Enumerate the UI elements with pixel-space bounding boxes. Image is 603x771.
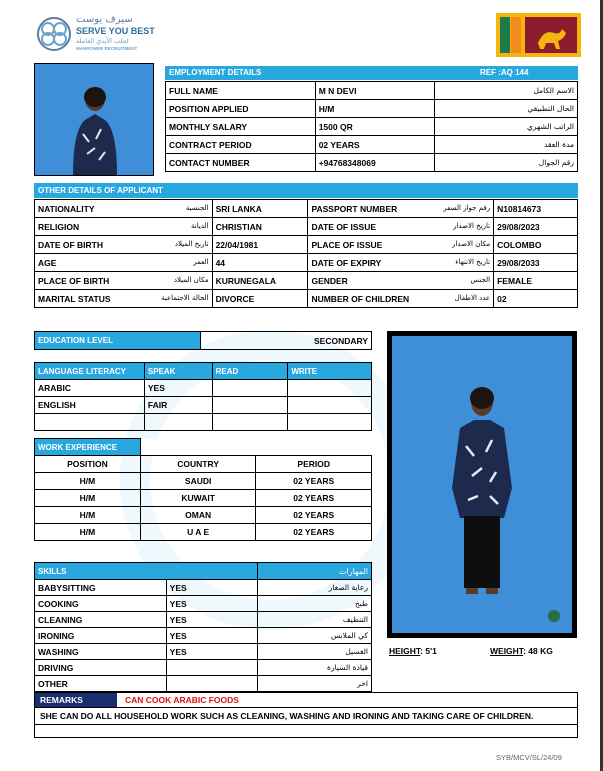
language-cell (288, 397, 372, 414)
work-cell: U A E (140, 524, 256, 541)
work-row (35, 490, 372, 507)
remarks-highlight: CAN COOK ARABIC FOODS (125, 695, 239, 705)
employment-label: CONTRACT PERIOD (166, 136, 316, 154)
work-cell: H/M (35, 524, 141, 541)
language-cell (144, 414, 212, 431)
weight-label: WEIGHT (490, 646, 524, 656)
work-title-row (35, 439, 372, 456)
detail-arabic-label: مكان الميلاد (173, 275, 209, 284)
detail-label: DATE OF ISSUE (311, 221, 376, 232)
detail-label-cell (308, 218, 494, 236)
detail-label: RELIGION (38, 221, 80, 232)
work-cell: 02 YEARS (256, 507, 372, 524)
work-cell: H/M (35, 473, 141, 490)
detail-label-cell (308, 290, 494, 308)
skill-value: YES (166, 628, 258, 644)
language-header: LANGUAGE LITERACY (35, 363, 145, 380)
skill-label: OTHER (35, 676, 167, 692)
employment-row (166, 136, 578, 154)
skill-row (35, 676, 372, 692)
detail-label: MARITAL STATUS (38, 293, 111, 304)
detail-label: PLACE OF BIRTH (38, 275, 110, 286)
work-title-spacer (140, 439, 371, 456)
applicant-photo-large (387, 331, 577, 638)
detail-label: NATIONALITY (38, 203, 95, 214)
other-details-row (35, 272, 578, 290)
employment-value: M N DEVI (315, 82, 435, 100)
detail-label: AGE (38, 257, 57, 268)
language-header: READ (212, 363, 288, 380)
employment-row (166, 118, 578, 136)
skill-arabic-label: التنظيف (258, 612, 372, 628)
skill-value: YES (166, 612, 258, 628)
work-row (35, 473, 372, 490)
skill-arabic-label: قيادة السيارة (258, 660, 372, 676)
logo-emblem-icon (36, 16, 72, 52)
applicant-photo-small-image (35, 64, 153, 175)
employment-arabic-label: الراتب الشهري (435, 118, 578, 136)
skill-row (35, 660, 372, 676)
work-cell: SAUDI (140, 473, 256, 490)
skill-arabic-label: الغسيل (258, 644, 372, 660)
detail-label: PASSPORT NUMBER (311, 203, 398, 214)
skills-title: SKILLS (35, 563, 258, 580)
language-row (35, 380, 372, 397)
detail-label-cell (308, 272, 494, 290)
detail-arabic-label: مكان الاصدار (452, 239, 491, 248)
other-details-row (35, 254, 578, 272)
employment-arabic-label: رقم الجوال (435, 154, 578, 172)
work-cell: H/M (35, 490, 141, 507)
detail-label-cell (35, 272, 213, 290)
education-value: SECONDARY (200, 332, 371, 350)
logo-sub-english: MANPOWER RECRUITMENT (76, 46, 138, 51)
employment-label: MONTHLY SALARY (166, 118, 316, 136)
height-field (389, 642, 437, 660)
detail-arabic-label: تاريخ الانتهاء (455, 257, 491, 266)
detail-label: DATE OF EXPIRY (311, 257, 382, 268)
language-cell: FAIR (144, 397, 212, 414)
detail-arabic-label: الحالة الاجتماعية (161, 293, 209, 302)
language-table (34, 362, 372, 431)
work-row (35, 507, 372, 524)
work-header: POSITION (35, 456, 141, 473)
detail-arabic-label: الديانة (191, 221, 209, 230)
other-details-title: OTHER DETAILS OF APPLICANT (38, 186, 163, 195)
language-row (35, 397, 372, 414)
detail-value: 44 (212, 254, 308, 272)
language-cell (212, 414, 288, 431)
work-cell: 02 YEARS (256, 524, 372, 541)
education-label: EDUCATION LEVEL (35, 332, 201, 350)
language-cell: ARABIC (35, 380, 145, 397)
skill-value: YES (166, 580, 258, 596)
detail-arabic-label: رقم جواز السفر (443, 203, 491, 212)
skill-label: COOKING (35, 596, 167, 612)
detail-value: DIVORCE (212, 290, 308, 308)
document-code: SYB/MCV/SL/24/09 (496, 753, 562, 762)
employment-details-title: EMPLOYMENT DETAILS (169, 68, 262, 77)
skill-arabic-label: كي الملابس (258, 628, 372, 644)
skills-title-row (35, 563, 372, 580)
work-cell: OMAN (140, 507, 256, 524)
other-details-row (35, 236, 578, 254)
skill-label: IRONING (35, 628, 167, 644)
work-experience-table (34, 438, 372, 541)
employment-arabic-label: الحال التطبيقي (435, 100, 578, 118)
detail-label: NUMBER OF CHILDREN (311, 293, 410, 304)
other-details-table (34, 199, 578, 308)
employment-row (166, 100, 578, 118)
detail-label-cell (35, 290, 213, 308)
skill-label: CLEANING (35, 612, 167, 628)
detail-label-cell (308, 254, 494, 272)
logo-arabic: سيرف يوست (76, 14, 133, 25)
detail-label-cell (35, 236, 213, 254)
skill-row (35, 596, 372, 612)
detail-value: 22/04/1981 (212, 236, 308, 254)
weight-field (490, 642, 553, 660)
employment-row (166, 82, 578, 100)
sri-lanka-flag-icon (496, 13, 581, 57)
remarks-label: REMARKS (35, 693, 117, 707)
work-experience-title: WORK EXPERIENCE (35, 439, 141, 456)
detail-label: GENDER (311, 275, 348, 286)
detail-arabic-label: عدد الاطفال (454, 293, 491, 302)
detail-arabic-label: تاريخ الميلاد (174, 239, 209, 248)
applicant-photo-small (34, 63, 154, 176)
skill-row (35, 628, 372, 644)
other-details-row (35, 290, 578, 308)
detail-value: FEMALE (494, 272, 578, 290)
language-cell: YES (144, 380, 212, 397)
skill-label: DRIVING (35, 660, 167, 676)
work-cell: KUWAIT (140, 490, 256, 507)
logo-sub-arabic: لجلب الأيدي العاملة (76, 37, 129, 45)
detail-value: 29/08/2023 (494, 218, 578, 236)
detail-label-cell (308, 236, 494, 254)
employment-arabic-label: مدة العقد (435, 136, 578, 154)
skill-label: WASHING (35, 644, 167, 660)
employment-table (165, 81, 578, 172)
employment-row (166, 154, 578, 172)
employment-arabic-label: الاسم الكامل (435, 82, 578, 100)
detail-label-cell (35, 218, 213, 236)
detail-label-cell (35, 254, 213, 272)
employment-details-header (165, 66, 578, 80)
language-cell (35, 414, 145, 431)
language-row (35, 414, 372, 431)
weight-value: : 48 KG (523, 646, 553, 656)
skill-value: YES (166, 596, 258, 612)
work-cell: H/M (35, 507, 141, 524)
work-cell: 02 YEARS (256, 473, 372, 490)
language-cell (212, 397, 288, 414)
detail-label: PLACE OF ISSUE (311, 239, 383, 250)
detail-label: DATE OF BIRTH (38, 239, 104, 250)
detail-value: CHRISTIAN (212, 218, 308, 236)
detail-value: COLOMBO (494, 236, 578, 254)
detail-value: 02 (494, 290, 578, 308)
detail-value: SRI LANKA (212, 200, 308, 218)
applicant-photo-large-image (392, 336, 572, 633)
skill-value (166, 660, 258, 676)
detail-arabic-label: العمر (193, 257, 209, 266)
detail-value: KURUNEGALA (212, 272, 308, 290)
reference-number: REF :AQ 144 (480, 68, 529, 77)
employment-label: CONTACT NUMBER (166, 154, 316, 172)
employment-value: 1500 QR (315, 118, 435, 136)
skill-arabic-label: رعاية الصغار (258, 580, 372, 596)
work-header: COUNTRY (140, 456, 256, 473)
language-cell (288, 414, 372, 431)
skill-value: YES (166, 644, 258, 660)
detail-arabic-label: الجنس (470, 275, 491, 284)
work-header-row (35, 456, 372, 473)
detail-value: 29/08/2033 (494, 254, 578, 272)
skill-row (35, 644, 372, 660)
skill-arabic-label: اخر (258, 676, 372, 692)
skill-arabic-label: طبخ (258, 596, 372, 612)
language-header-row (35, 363, 372, 380)
other-details-header (34, 183, 578, 198)
education-table (34, 331, 372, 350)
work-header: PERIOD (256, 456, 372, 473)
language-header: WRITE (288, 363, 372, 380)
detail-arabic-label: الجنسية (185, 203, 209, 212)
other-details-row (35, 218, 578, 236)
detail-label-cell (308, 200, 494, 218)
skills-title-arabic: المهارات (258, 563, 372, 580)
other-details-row (35, 200, 578, 218)
skills-table (34, 562, 372, 692)
skill-row (35, 612, 372, 628)
detail-arabic-label: تاريخ الاصدار (453, 221, 491, 230)
employment-value: H/M (315, 100, 435, 118)
employment-label: FULL NAME (166, 82, 316, 100)
height-label: HEIGHT (389, 646, 421, 656)
language-cell: ENGLISH (35, 397, 145, 414)
detail-label-cell (35, 200, 213, 218)
employment-value: +94768348069 (315, 154, 435, 172)
language-cell (212, 380, 288, 397)
language-cell (288, 380, 372, 397)
employment-value: 02 YEARS (315, 136, 435, 154)
language-header: SPEAK (144, 363, 212, 380)
logo-english: SERVE YOU BEST (76, 26, 155, 36)
employment-label: POSITION APPLIED (166, 100, 316, 118)
skill-value (166, 676, 258, 692)
height-value: : 5'1 (420, 646, 437, 656)
detail-value: N10814673 (494, 200, 578, 218)
skill-row (35, 580, 372, 596)
remarks-text: SHE CAN DO ALL HOUSEHOLD WORK SUCH AS CLEANING, WASHING AND IRONING AND TAKING CARE OF CHILDREN. (40, 711, 534, 721)
skill-label: BABYSITTING (35, 580, 167, 596)
company-logo (36, 14, 196, 56)
work-row (35, 524, 372, 541)
work-cell: 02 YEARS (256, 490, 372, 507)
remarks-box (34, 692, 578, 738)
